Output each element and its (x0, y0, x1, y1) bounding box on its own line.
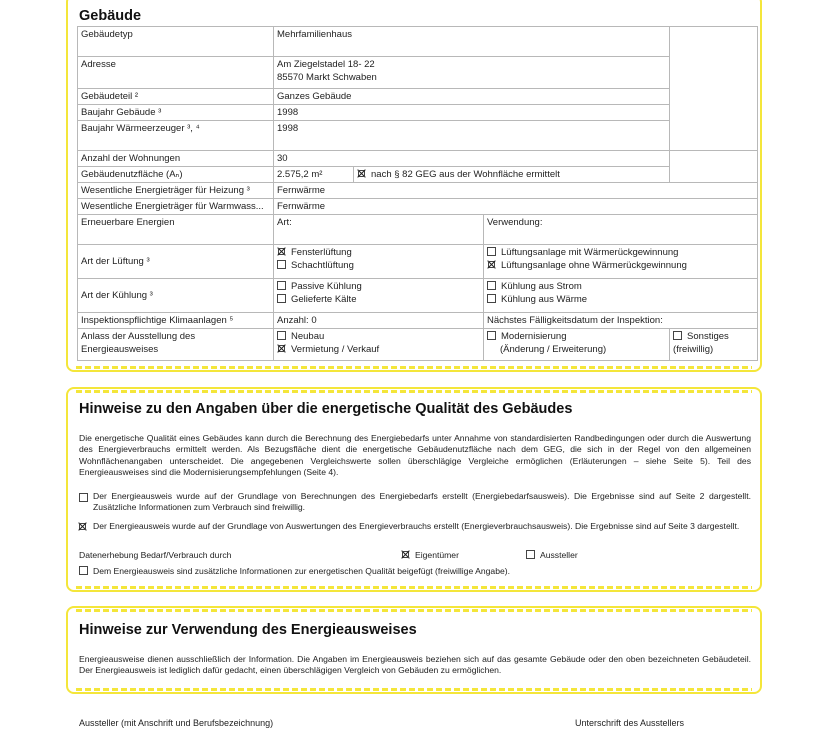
checkbox-icon (79, 493, 88, 502)
checkbox-icon (277, 294, 286, 303)
usage-panel (66, 606, 762, 694)
building-panel (66, 0, 762, 372)
label-adresse: Adresse (78, 57, 274, 89)
row-gebaeudetyp (78, 27, 758, 57)
option-label: Vermietung / Verkauf (291, 344, 380, 355)
option-bedarfsausweis[interactable] (79, 491, 751, 514)
panel-border-dash (76, 390, 752, 393)
hints-quality-panel (66, 387, 762, 592)
checked-icon (277, 344, 286, 353)
verwendung-text: Energieausweise dienen ausschließlich der Information. Die Angaben im Energieausweis beziehen sich auf das gesamte Gebäude oder den oben bezeichneten Gebäudeteil. Der Energieausweis ist lediglich dafür gedacht, einen überschlägigen Vergleich von Gebäuden zu ermöglichen. (79, 654, 751, 676)
checkbox-icon (277, 281, 286, 290)
option-neubau[interactable] (277, 330, 480, 343)
label-heizung: Wesentliche Energieträger für Heizung ³ (78, 183, 274, 199)
option-lueftungsanlage-mit[interactable] (487, 246, 754, 259)
label-warmwasser: Wesentliche Energieträger für Warmwass... (78, 199, 274, 215)
checkbox-icon (673, 331, 682, 340)
option-label: Schachtlüftung (291, 260, 354, 271)
checkbox-icon (526, 550, 535, 559)
checked-icon (277, 247, 286, 256)
option-aussteller[interactable] (526, 550, 578, 560)
option-zusatzinfo[interactable] (79, 566, 510, 576)
panel-border-dash (76, 586, 752, 589)
label-anlass-line2: Energieausweises (81, 344, 159, 355)
option-eigentuemer[interactable] (401, 550, 459, 560)
option-label: Kühlung aus Strom (501, 281, 582, 292)
checkbox-icon (79, 566, 88, 575)
option-kuehlung-waerme[interactable] (487, 293, 754, 306)
option-vermietung[interactable] (277, 343, 480, 356)
checkbox-icon (487, 331, 496, 340)
label-baujahr: Baujahr Gebäude ³ (78, 105, 274, 121)
option-label: Eigentümer (415, 550, 459, 560)
option-kuehlung-strom[interactable] (487, 280, 754, 293)
option-gelieferte-kaelte[interactable] (277, 293, 480, 306)
section-title-gebaeude: Gebäude (79, 8, 142, 24)
value-baujahr: 1998 (274, 105, 670, 121)
label-anlass-line1: Anlass der Ausstellung des (81, 331, 196, 342)
checkbox-icon (487, 281, 496, 290)
panel-border-dash (76, 609, 752, 612)
lueftung-options-right (484, 245, 758, 279)
label-klima: Inspektionspflichtige Klimaanlagen ⁵ (78, 313, 274, 329)
label-gebaeudeteil: Gebäudeteil ² (78, 89, 274, 105)
option-label: Fensterlüftung (291, 247, 352, 258)
option-sonstiges[interactable] (670, 329, 758, 361)
checkbox-icon (277, 260, 286, 269)
checkbox-icon (487, 294, 496, 303)
option-lueftungsanlage-ohne[interactable] (487, 259, 754, 272)
checked-icon (401, 550, 410, 559)
value-nutzflaeche: 2.575,2 m² (274, 167, 354, 183)
label-lueftung: Art der Lüftung ³ (78, 245, 274, 279)
panel-border-dash (76, 688, 752, 691)
lueftung-options-left (274, 245, 484, 279)
kuehlung-options-left (274, 279, 484, 313)
value-baujahr-waermeerzeuger: 1998 (274, 121, 670, 151)
footer-aussteller: Aussteller (mit Anschrift und Berufsbezeichnung) (79, 718, 274, 728)
checkbox-icon (487, 247, 496, 256)
option-label: Lüftungsanlage mit Wärmerückgewinnung (501, 247, 679, 258)
option-verbrauchsausweis[interactable] (79, 521, 751, 532)
option-fensterlueftung[interactable] (277, 246, 480, 259)
address-line-2: 85570 Markt Schwaben (277, 72, 377, 83)
nutzflaeche-checkbox[interactable] (354, 167, 670, 183)
option-label: Der Energieausweis wurde auf der Grundlage von Berechnungen des Energiebedarfs erstellt (Energiebedarfsausweis). Die Ergebnisse sind auf Seite 2 dargestellt. Zusätzliche Informationen zum Verbrauch sind freiwillig. (93, 491, 751, 513)
label-anlass (78, 329, 274, 361)
label-kuehlung: Art der Kühlung ³ (78, 279, 274, 313)
value-wohnungen: 30 (274, 151, 670, 167)
value-heizung: Fernwärme (274, 183, 758, 199)
option-modernisierung[interactable] (487, 330, 666, 343)
option-label: Passive Kühlung (291, 281, 362, 292)
option-label: Lüftungsanlage ohne Wärmerückgewinnung (501, 260, 687, 271)
datenerhebung-label: Datenerhebung Bedarf/Verbrauch durch (79, 550, 232, 560)
option-schachtlueftung[interactable] (277, 259, 480, 272)
option-label: Modernisierung (501, 331, 567, 342)
section-title-verwendung: Hinweise zur Verwendung des Energieausweises (79, 622, 417, 638)
option-label: Aussteller (540, 550, 578, 560)
checked-icon (357, 169, 366, 178)
checkbox-icon (277, 331, 286, 340)
footer-unterschrift: Unterschrift des Ausstellers (575, 718, 685, 728)
label-gebaeudetyp: Gebäudetyp (78, 27, 274, 57)
value-gebaeudeteil: Ganzes Gebäude (274, 89, 670, 105)
anlass-options-middle (484, 329, 670, 361)
option-modernisierung-sub: (Änderung / Erweiterung) (500, 344, 607, 355)
label-baujahr-waermeerzeuger: Baujahr Wärmeerzeuger ³, ⁴ (78, 121, 274, 151)
nutzflaeche-note: nach § 82 GEG aus der Wohnfläche ermittelt (371, 169, 560, 180)
photo-area-lower (670, 151, 758, 183)
option-passive-kuehlung[interactable] (277, 280, 480, 293)
option-label: Sonstiges (freiwillig) (673, 331, 729, 355)
address-line-1: Am Ziegelstadel 18- 22 (277, 59, 375, 70)
option-label: Gelieferte Kälte (291, 294, 357, 305)
erneuerbar-art: Art: (274, 215, 484, 245)
hinweise-intro: Die energetische Qualität eines Gebäudes kann durch die Berechnung des Energiebedarfs unter Annahme von standardisierten Randbedingungen oder durch die Auswertung des Energieverbrauchs ermittelt werden. Als Bezugsfläche dient die energetische Gebäudenutzfläche nach dem GEG, die sich in der Regel von den allgemeinen Wohnflächenangaben unterscheidet. Die angegebenen Vergleichswerte sollen überschlägige Vergleiche ermöglichen (Erläuterungen – siehe Seite 5). Teil des Energieausweises sind die Modernisierungsempfehlungen (Seite 4). (79, 433, 751, 477)
value-warmwasser: Fernwärme (274, 199, 758, 215)
label-erneuerbar: Erneuerbare Energien (78, 215, 274, 245)
erneuerbar-verwendung: Verwendung: (484, 215, 758, 245)
option-label: Der Energieausweis wurde auf der Grundlage von Auswertungen des Energieverbrauchs erstellt (Energieverbrauchsausweis). Die Ergebnisse sind auf Seite 3 dargestellt. (93, 521, 740, 531)
section-title-hinweise: Hinweise zu den Angaben über die energetische Qualität des Gebäudes (79, 401, 573, 417)
anlass-options-left (274, 329, 484, 361)
label-nutzflaeche: Gebäudenutzfläche (Aₙ) (78, 167, 274, 183)
label-wohnungen: Anzahl der Wohnungen (78, 151, 274, 167)
kuehlung-options-right (484, 279, 758, 313)
option-label: Dem Energieausweis sind zusätzliche Informationen zur energetischen Qualität beigefügt (freiwillige Angabe). (93, 566, 511, 576)
photo-area (670, 27, 758, 151)
value-gebaeudetyp: Mehrfamilienhaus (274, 27, 670, 57)
checked-icon (78, 522, 87, 531)
row-adresse (78, 57, 758, 89)
checked-icon (487, 260, 496, 269)
klima-anzahl: Anzahl: 0 (274, 313, 484, 329)
klima-faelligkeit: Nächstes Fälligkeitsdatum der Inspektion: (484, 313, 758, 329)
panel-border-dash (76, 366, 752, 369)
value-adresse (274, 57, 670, 89)
option-label: Neubau (291, 331, 325, 342)
building-table (77, 26, 758, 361)
option-label: Kühlung aus Wärme (501, 294, 588, 305)
